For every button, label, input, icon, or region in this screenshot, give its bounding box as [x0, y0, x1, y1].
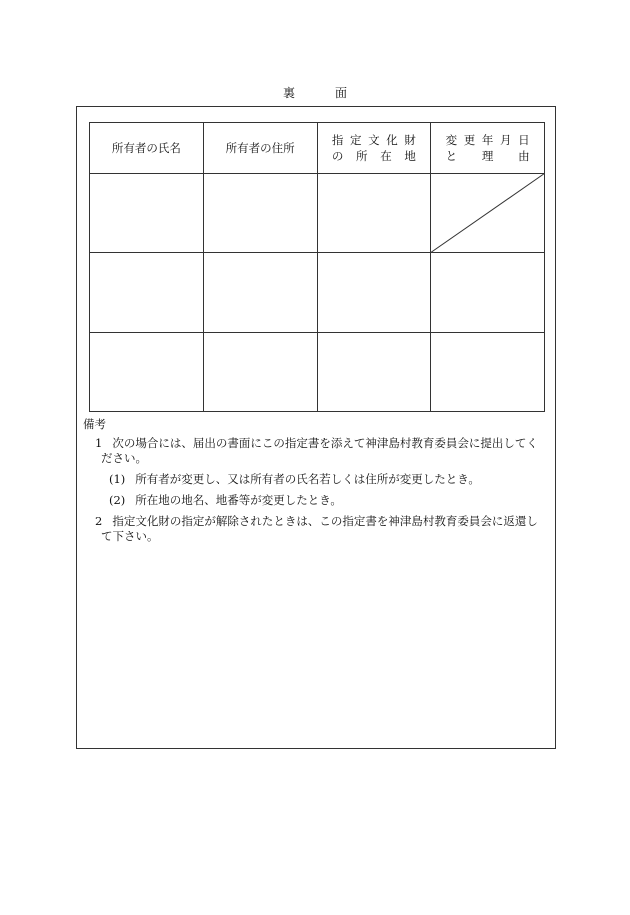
table-cell-diagonal: [431, 174, 545, 253]
header-owner-name: [90, 123, 204, 174]
note-subitem-1-1-number: (1): [109, 472, 126, 486]
note-item-2-number: 2: [95, 514, 103, 528]
table-cell: [203, 253, 317, 332]
table-cell: [203, 332, 317, 411]
table-header-row: [90, 123, 545, 174]
header-owner-address-label: 所有者の住所: [225, 141, 295, 155]
note-subitem-1-2-text: 所在地の地名、地番等が変更したとき。: [135, 493, 342, 507]
table-cell: [317, 174, 431, 253]
header-change-date-line1: 変更年月日: [445, 133, 530, 147]
note-item-1-number: 1: [95, 436, 103, 450]
notes-section: [83, 417, 549, 550]
note-subitem-1-1-text: 所有者が変更し、又は所有者の氏名若しくは住所が変更したとき。: [135, 472, 480, 486]
note-item-2-text: 指定文化財の指定が解除されたときは、この指定書を神津島村教育委員会に返還して下さい。: [101, 514, 538, 543]
note-item-2: [83, 514, 549, 544]
header-property-location-line2: の所在地: [331, 149, 416, 163]
note-subitem-1-2: [83, 493, 549, 508]
table-cell: [90, 174, 204, 253]
table-row: [90, 253, 545, 332]
notes-title: 備考: [83, 417, 106, 431]
table-cell: [317, 332, 431, 411]
table-row: [90, 174, 545, 253]
header-property-location-line1: 指定文化財: [331, 133, 416, 147]
page-heading: 裏 面: [282, 86, 361, 100]
note-item-1-text: 次の場合には、届出の書面にこの指定書を添えて神津島村教育委員会に提出してください。: [101, 436, 538, 465]
header-property-location: [317, 123, 431, 174]
table-cell: [90, 253, 204, 332]
header-owner-name-label: 所有者の氏名: [111, 141, 181, 155]
document-frame: [76, 106, 556, 749]
table-cell: [203, 174, 317, 253]
header-change-date-line2: と理由: [445, 149, 530, 163]
table-cell: [90, 332, 204, 411]
header-change-date-reason: [431, 123, 545, 174]
diagonal-strike-line: [431, 174, 544, 252]
table-cell: [431, 253, 545, 332]
table-cell: [317, 253, 431, 332]
table-cell: [431, 332, 545, 411]
table-row: [90, 332, 545, 411]
note-subitem-1-1: [83, 472, 549, 487]
header-owner-address: [203, 123, 317, 174]
note-subitem-1-2-number: (2): [109, 493, 126, 507]
record-table: [89, 122, 545, 412]
note-item-1: [83, 436, 549, 466]
